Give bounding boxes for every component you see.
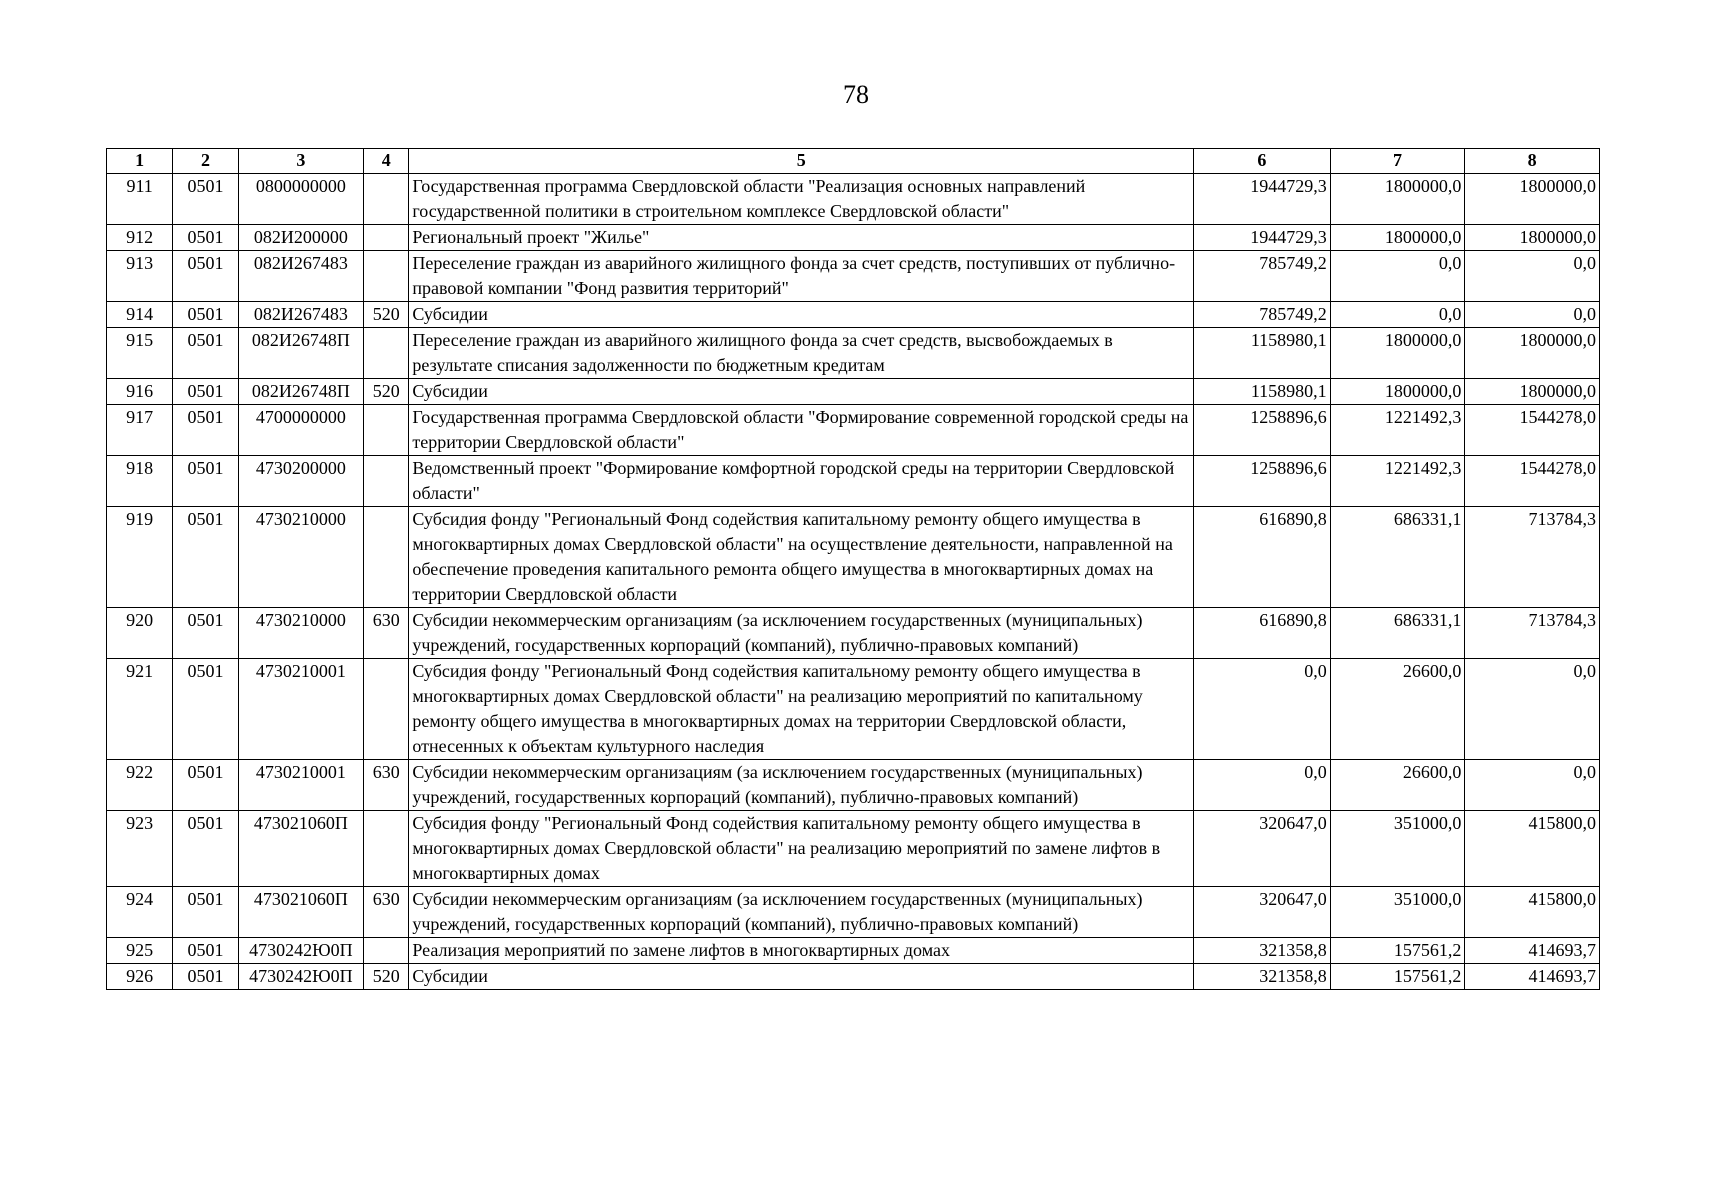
- value-col-6: 0,0: [1194, 760, 1331, 811]
- value-col-7: 686331,1: [1330, 608, 1465, 659]
- value-col-7: 1221492,3: [1330, 456, 1465, 507]
- value-col-7: 0,0: [1330, 251, 1465, 302]
- value-col-6: 321358,8: [1194, 938, 1331, 964]
- expense-type: [364, 811, 409, 887]
- item-name: Субсидия фонду "Региональный Фонд содействия капитальному ремонту общего имущества в многоквартирных домах Свердловской области" на реализацию мероприятий по капитальному ремонту общего имущества в многоквартирных домах на территории Свердловской области, отнесенных к объектам культурного наследия: [409, 659, 1194, 760]
- expense-type: [364, 659, 409, 760]
- expense-type: [364, 174, 409, 225]
- value-col-6: 0,0: [1194, 659, 1331, 760]
- target-code: 0800000000: [238, 174, 364, 225]
- item-name: Региональный проект "Жилье": [409, 225, 1194, 251]
- value-col-7: 26600,0: [1330, 659, 1465, 760]
- value-col-8: 414693,7: [1465, 964, 1600, 990]
- expense-type: 630: [364, 887, 409, 938]
- table-body: [107, 174, 1600, 990]
- item-name: Государственная программа Свердловской области "Формирование современной городской среды на территории Свердловской области": [409, 405, 1194, 456]
- row-number: 918: [107, 456, 173, 507]
- row-number: 911: [107, 174, 173, 225]
- target-code: 082И26748П: [238, 328, 364, 379]
- value-col-8: 0,0: [1465, 251, 1600, 302]
- budget-table: [106, 148, 1600, 990]
- target-code: 4730242Ю0П: [238, 938, 364, 964]
- section-code: 0501: [173, 225, 238, 251]
- target-code: 4730210000: [238, 608, 364, 659]
- value-col-8: 713784,3: [1465, 608, 1600, 659]
- value-col-6: 616890,8: [1194, 507, 1331, 608]
- value-col-7: 1800000,0: [1330, 174, 1465, 225]
- value-col-8: 1800000,0: [1465, 225, 1600, 251]
- header-cell: 1: [107, 149, 173, 174]
- section-code: 0501: [173, 379, 238, 405]
- header-cell: 6: [1194, 149, 1331, 174]
- table-row: [107, 225, 1600, 251]
- section-code: 0501: [173, 251, 238, 302]
- header-row: [107, 149, 1600, 174]
- row-number: 917: [107, 405, 173, 456]
- page-number: 78: [843, 80, 869, 109]
- row-number: 921: [107, 659, 173, 760]
- target-code: 473021060П: [238, 887, 364, 938]
- header-cell: 5: [409, 149, 1194, 174]
- value-col-8: 414693,7: [1465, 938, 1600, 964]
- item-name: Субсидии некоммерческим организациям (за исключением государственных (муниципальных) учреждений, государственных корпораций (компаний), публично-правовых компаний): [409, 608, 1194, 659]
- section-code: 0501: [173, 811, 238, 887]
- section-code: 0501: [173, 405, 238, 456]
- value-col-6: 785749,2: [1194, 302, 1331, 328]
- target-code: 082И267483: [238, 302, 364, 328]
- header-cell: 3: [238, 149, 364, 174]
- table-row: [107, 659, 1600, 760]
- value-col-8: 1800000,0: [1465, 328, 1600, 379]
- expense-type: [364, 938, 409, 964]
- value-col-7: 1221492,3: [1330, 405, 1465, 456]
- table-row: [107, 887, 1600, 938]
- item-name: Переселение граждан из аварийного жилищного фонда за счет средств, высвобождаемых в результате списания задолженности по бюджетным кредитам: [409, 328, 1194, 379]
- value-col-6: 1258896,6: [1194, 405, 1331, 456]
- header-cell: 7: [1330, 149, 1465, 174]
- target-code: 4730242Ю0П: [238, 964, 364, 990]
- row-number: 913: [107, 251, 173, 302]
- target-code: 4700000000: [238, 405, 364, 456]
- item-name: Субсидии некоммерческим организациям (за исключением государственных (муниципальных) учреждений, государственных корпораций (компаний), публично-правовых компаний): [409, 760, 1194, 811]
- row-number: 924: [107, 887, 173, 938]
- row-number: 922: [107, 760, 173, 811]
- item-name: Субсидия фонду "Региональный Фонд содействия капитальному ремонту общего имущества в многоквартирных домах Свердловской области" на осуществление деятельности, направленной на обеспечение проведения капитального ремонта общего имущества в многоквартирных домах на территории Свердловской области: [409, 507, 1194, 608]
- value-col-8: 1544278,0: [1465, 405, 1600, 456]
- section-code: 0501: [173, 887, 238, 938]
- value-col-7: 26600,0: [1330, 760, 1465, 811]
- target-code: 4730210000: [238, 507, 364, 608]
- expense-type: 520: [364, 379, 409, 405]
- section-code: 0501: [173, 964, 238, 990]
- item-name: Субсидии некоммерческим организациям (за исключением государственных (муниципальных) учреждений, государственных корпораций (компаний), публично-правовых компаний): [409, 887, 1194, 938]
- row-number: 915: [107, 328, 173, 379]
- value-col-7: 351000,0: [1330, 887, 1465, 938]
- row-number: 919: [107, 507, 173, 608]
- value-col-7: 1800000,0: [1330, 379, 1465, 405]
- table-row: [107, 379, 1600, 405]
- table-row: [107, 251, 1600, 302]
- table-row: [107, 608, 1600, 659]
- value-col-8: 415800,0: [1465, 811, 1600, 887]
- table-row: [107, 302, 1600, 328]
- item-name: Субсидия фонду "Региональный Фонд содействия капитальному ремонту общего имущества в многоквартирных домах Свердловской области" на реализацию мероприятий по замене лифтов в многоквартирных домах: [409, 811, 1194, 887]
- row-number: 916: [107, 379, 173, 405]
- expense-type: 520: [364, 302, 409, 328]
- expense-type: [364, 456, 409, 507]
- header-cell: 4: [364, 149, 409, 174]
- target-code: 082И200000: [238, 225, 364, 251]
- table-row: [107, 964, 1600, 990]
- value-col-6: 1158980,1: [1194, 328, 1331, 379]
- value-col-8: 0,0: [1465, 760, 1600, 811]
- value-col-8: 1800000,0: [1465, 174, 1600, 225]
- header-cell: 8: [1465, 149, 1600, 174]
- item-name: Субсидии: [409, 964, 1194, 990]
- section-code: 0501: [173, 328, 238, 379]
- value-col-7: 1800000,0: [1330, 225, 1465, 251]
- target-code: 082И267483: [238, 251, 364, 302]
- value-col-7: 157561,2: [1330, 964, 1465, 990]
- value-col-6: 320647,0: [1194, 811, 1331, 887]
- expense-type: [364, 225, 409, 251]
- expense-type: [364, 507, 409, 608]
- table-row: [107, 760, 1600, 811]
- item-name: Субсидии: [409, 379, 1194, 405]
- value-col-7: 0,0: [1330, 302, 1465, 328]
- expense-type: 630: [364, 608, 409, 659]
- item-name: Реализация мероприятий по замене лифтов в многоквартирных домах: [409, 938, 1194, 964]
- item-name: Переселение граждан из аварийного жилищного фонда за счет средств, поступивших от публично-правовой компании "Фонд развития территорий": [409, 251, 1194, 302]
- value-col-8: 415800,0: [1465, 887, 1600, 938]
- row-number: 925: [107, 938, 173, 964]
- value-col-6: 1944729,3: [1194, 225, 1331, 251]
- section-code: 0501: [173, 456, 238, 507]
- expense-type: [364, 405, 409, 456]
- value-col-6: 785749,2: [1194, 251, 1331, 302]
- value-col-7: 1800000,0: [1330, 328, 1465, 379]
- row-number: 912: [107, 225, 173, 251]
- value-col-6: 1944729,3: [1194, 174, 1331, 225]
- table-row: [107, 174, 1600, 225]
- row-number: 926: [107, 964, 173, 990]
- row-number: 914: [107, 302, 173, 328]
- target-code: 082И26748П: [238, 379, 364, 405]
- section-code: 0501: [173, 659, 238, 760]
- item-name: Субсидии: [409, 302, 1194, 328]
- section-code: 0501: [173, 608, 238, 659]
- header-cell: 2: [173, 149, 238, 174]
- section-code: 0501: [173, 174, 238, 225]
- expense-type: [364, 328, 409, 379]
- section-code: 0501: [173, 302, 238, 328]
- expense-type: 630: [364, 760, 409, 811]
- value-col-6: 1158980,1: [1194, 379, 1331, 405]
- value-col-7: 157561,2: [1330, 938, 1465, 964]
- target-code: 4730210001: [238, 760, 364, 811]
- target-code: 473021060П: [238, 811, 364, 887]
- value-col-6: 1258896,6: [1194, 456, 1331, 507]
- table-row: [107, 405, 1600, 456]
- value-col-8: 0,0: [1465, 302, 1600, 328]
- table-row: [107, 811, 1600, 887]
- section-code: 0501: [173, 760, 238, 811]
- row-number: 923: [107, 811, 173, 887]
- table-row: [107, 328, 1600, 379]
- item-name: Ведомственный проект "Формирование комфортной городской среды на территории Свердловской области": [409, 456, 1194, 507]
- section-code: 0501: [173, 507, 238, 608]
- value-col-6: 616890,8: [1194, 608, 1331, 659]
- value-col-8: 713784,3: [1465, 507, 1600, 608]
- value-col-6: 321358,8: [1194, 964, 1331, 990]
- row-number: 920: [107, 608, 173, 659]
- section-code: 0501: [173, 938, 238, 964]
- value-col-7: 686331,1: [1330, 507, 1465, 608]
- value-col-8: 1800000,0: [1465, 379, 1600, 405]
- target-code: 4730210001: [238, 659, 364, 760]
- value-col-6: 320647,0: [1194, 887, 1331, 938]
- table-row: [107, 456, 1600, 507]
- target-code: 4730200000: [238, 456, 364, 507]
- value-col-8: 1544278,0: [1465, 456, 1600, 507]
- value-col-8: 0,0: [1465, 659, 1600, 760]
- table-row: [107, 507, 1600, 608]
- expense-type: [364, 251, 409, 302]
- value-col-7: 351000,0: [1330, 811, 1465, 887]
- expense-type: 520: [364, 964, 409, 990]
- item-name: Государственная программа Свердловской области "Реализация основных направлений государственной политики в строительном комплексе Свердловской области": [409, 174, 1194, 225]
- table-row: [107, 938, 1600, 964]
